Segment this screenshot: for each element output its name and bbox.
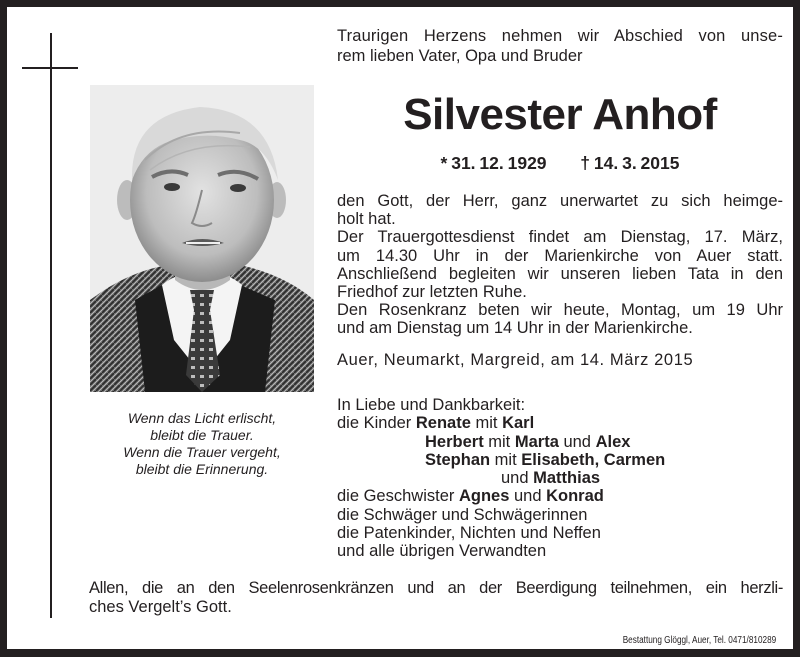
sibling-name: Agnes xyxy=(458,487,510,506)
closing-line: Allen, die an den Seelenrosenkränzen und an der Beerdigung teilnehmen, ein herzli- xyxy=(89,579,783,597)
siblings-line: die Geschwister Agnes und Konrad xyxy=(337,487,604,506)
mourners-heading: In Liebe und Dankbarkeit: xyxy=(337,396,526,414)
godchildren-line: die Patenkinder, Nichten und Neffen xyxy=(337,524,601,543)
birth-date: 31. 12. 1929 xyxy=(451,153,547,173)
body-line: Der Trauergottesdienst findet am Dienstag, 17. März, xyxy=(337,228,783,247)
service-details xyxy=(337,192,783,338)
portrait-illustration xyxy=(90,85,314,392)
child-name: Renate xyxy=(415,414,471,433)
birth-star-icon: * xyxy=(440,153,448,173)
life-dates xyxy=(337,152,783,174)
partner-name: Marta xyxy=(514,432,559,451)
mourners-list xyxy=(337,396,783,561)
body-line: Anschließend begleiten wir unseren lieben Tata in den xyxy=(337,264,783,283)
grandchild-name: Matthias xyxy=(533,469,601,488)
place-and-date: Auer, Neumarkt, Margreid, am 14. März 2015 xyxy=(337,351,694,369)
deceased-name: Silvester Anhof xyxy=(403,90,717,139)
funeral-home-credit: Bestattung Glöggl, Auer, Tel. 0471/810289 xyxy=(622,635,776,646)
intro-line: rem lieben Vater, Opa und Bruder xyxy=(337,46,583,65)
sibling-name: Konrad xyxy=(546,487,604,506)
closing-thanks xyxy=(89,579,783,617)
body-line: holt hat. xyxy=(337,210,396,229)
body-line: Friedhof zur letzten Ruhe. xyxy=(337,283,527,302)
closing-line: ches Vergelt’s Gott. xyxy=(89,598,232,616)
cross-icon-vertical xyxy=(50,33,52,618)
death-cross-icon: † xyxy=(580,153,591,173)
poem-line: Wenn die Trauer vergeht, xyxy=(123,444,281,460)
cross-icon-horizontal xyxy=(22,67,78,69)
body-line: und am Dienstag um 14 Uhr in der Marienkirche. xyxy=(337,319,693,338)
child-name: Stephan xyxy=(425,450,491,469)
poem-line: bleibt die Trauer. xyxy=(150,427,254,443)
children-line: Stephan mit Elisabeth, Carmen xyxy=(425,450,666,469)
relatives-line: und alle übrigen Verwandten xyxy=(337,542,547,561)
poem-line: bleibt die Erinnerung. xyxy=(135,461,269,477)
partner-name: Karl xyxy=(502,414,535,433)
partner-name: Elisabeth, Carmen xyxy=(521,450,666,469)
inlaws-line: die Schwäger und Schwägerinnen xyxy=(337,505,588,524)
body-line: den Gott, der Herr, ganz unerwartet zu sich heimge- xyxy=(337,192,783,210)
intro-text xyxy=(337,27,783,66)
grandchild-name: Alex xyxy=(595,432,631,451)
intro-line: Traurigen Herzens nehmen wir Abschied von unse- xyxy=(337,27,783,45)
children-line: Herbert mit Marta und Alex xyxy=(425,432,631,451)
children-line: die Kinder Renate mit Karl xyxy=(337,414,535,433)
portrait-photo xyxy=(90,85,314,392)
death-date: 14. 3. 2015 xyxy=(593,153,680,173)
body-line: um 14.30 Uhr in der Marienkirche von Auer statt. xyxy=(337,246,783,265)
children-line: und Matthias xyxy=(501,469,601,488)
body-line: Den Rosenkranz beten wir heute, Montag, um 19 Uhr xyxy=(337,301,783,320)
obituary-notice xyxy=(7,7,793,649)
child-name: Herbert xyxy=(425,432,484,451)
poem-line: Wenn das Licht erlischt, xyxy=(127,410,277,426)
memorial-poem xyxy=(90,410,314,478)
